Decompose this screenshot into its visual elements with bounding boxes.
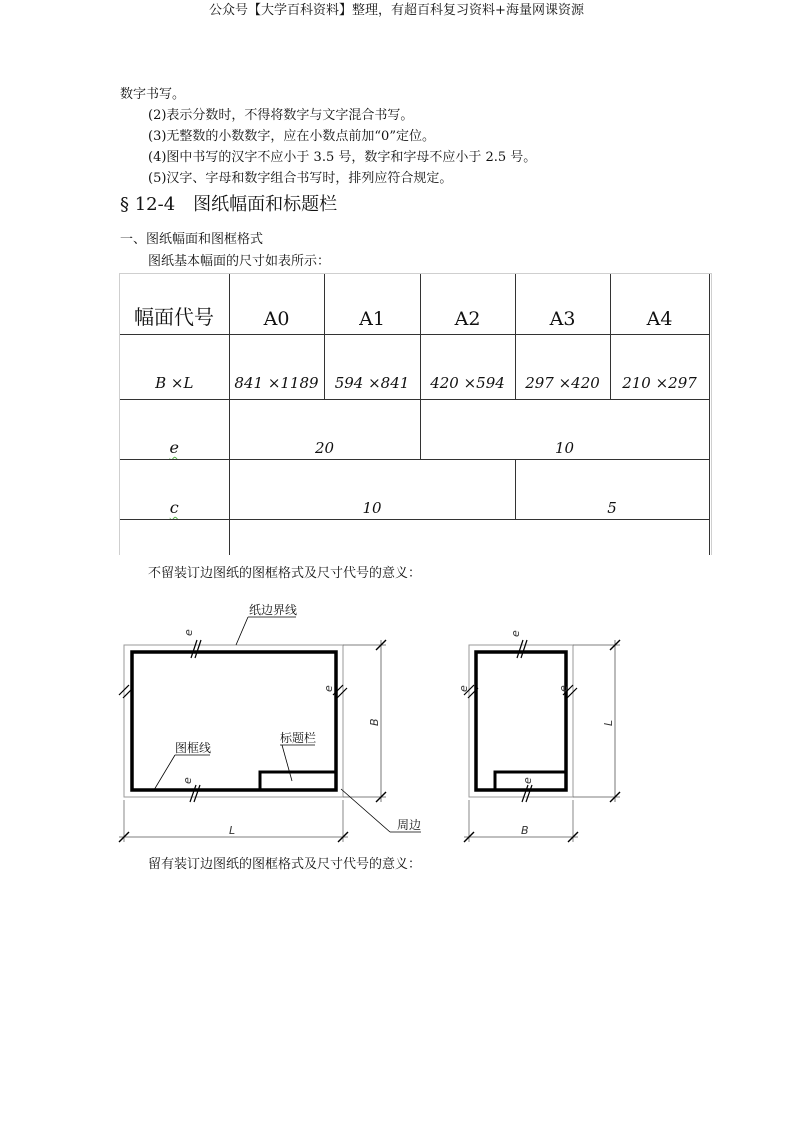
label-paper-edge: 纸边界线 <box>249 603 298 617</box>
leader-title-block <box>282 745 292 781</box>
symbol-c: c <box>169 498 179 517</box>
section-heading: § 12-4 图纸幅面和标题栏 <box>120 194 338 215</box>
header-cell-a1: A1 <box>324 274 420 335</box>
label-frame-line: 图框线 <box>175 741 212 755</box>
paper-size-table <box>119 273 712 555</box>
cell-a-all <box>229 520 709 556</box>
cell-bxl-a1: 594 ×841 <box>324 335 420 400</box>
cell-bxl-a2: 420 ×594 <box>420 335 515 400</box>
cell-bxl-a4: 210 ×297 <box>610 335 709 400</box>
left-e-label-top: e <box>182 629 195 636</box>
subheading: 一、图纸幅面和图框格式 <box>120 232 264 247</box>
rule-item-5: (5)汉字、字母和数字组合书写时，排列应符合规定。 <box>148 171 453 186</box>
page-header: 公众号【大学百科资料】整理，有超百科复习资料+海量网课资源 <box>209 3 584 18</box>
paragraph-continuation: 数字书写。 <box>120 87 186 102</box>
row-label-a <box>120 520 229 556</box>
right-e-label-bottom: e <box>521 777 534 784</box>
label-margin: 周边 <box>397 818 422 832</box>
right-e-label-right: e <box>557 685 570 692</box>
label-title-block: 标题栏 <box>280 731 317 745</box>
caption-no-binding: 不留装订边图纸的图框格式及尺寸代号的意义： <box>148 566 422 581</box>
left-l-label: L <box>229 824 236 837</box>
table-row-c <box>120 460 709 520</box>
header-cell-a3: A3 <box>515 274 610 335</box>
caption-binding: 留有装订边图纸的图框格式及尺寸代号的意义： <box>148 857 422 872</box>
right-b-label: B <box>521 824 529 837</box>
left-e-label-right: e <box>322 685 335 692</box>
landscape-frame-diagram <box>119 602 421 842</box>
left-drawing-frame <box>132 652 336 790</box>
leader-frame-line <box>154 755 175 790</box>
right-l-label: L <box>602 719 615 726</box>
cell-bxl-a0: 841 ×1189 <box>229 335 324 400</box>
left-b-label: B <box>368 718 381 726</box>
rule-item-3: (3)无整数的小数数字，应在小数点前加“0”定位。 <box>148 129 435 144</box>
right-paper-edge <box>469 645 573 797</box>
cell-c-a3-a4: 5 <box>515 460 709 520</box>
right-drawing-frame <box>476 652 566 790</box>
left-e-label-bottom: e <box>181 777 194 784</box>
table-header-row <box>120 274 709 335</box>
cell-c-a0-a2: 10 <box>229 460 515 520</box>
table-row-a <box>120 520 709 556</box>
table-row-e <box>120 400 709 460</box>
cell-bxl-a3: 297 ×420 <box>515 335 610 400</box>
rule-item-2: (2)表示分数时，不得将数字与文字混合书写。 <box>148 108 414 123</box>
row-label-bxl: B ×L <box>120 335 229 400</box>
frame-format-diagram <box>0 590 793 852</box>
table-row-bxl <box>120 335 709 400</box>
row-label-c <box>120 460 229 520</box>
leader-paper-edge <box>236 617 248 645</box>
symbol-e: e <box>169 438 179 457</box>
header-cell-size-code: 幅面代号 <box>120 274 229 335</box>
header-cell-a0: A0 <box>229 274 324 335</box>
cell-e-a2-a4: 10 <box>420 400 709 460</box>
right-e-label-top: e <box>509 630 522 637</box>
left-paper-edge <box>124 645 343 797</box>
table-intro: 图纸基本幅面的尺寸如表所示： <box>148 254 331 269</box>
portrait-frame-diagram <box>457 630 620 842</box>
rule-item-4: (4)图中书写的汉字不应小于 3.5 号，数字和字母不应小于 2.5 号。 <box>148 150 537 165</box>
header-cell-a2: A2 <box>420 274 515 335</box>
cell-e-a0-a1: 20 <box>229 400 420 460</box>
row-label-e <box>120 400 229 460</box>
left-title-block <box>260 772 336 790</box>
right-e-label-left: e <box>457 685 470 692</box>
header-cell-a4: A4 <box>610 274 709 335</box>
